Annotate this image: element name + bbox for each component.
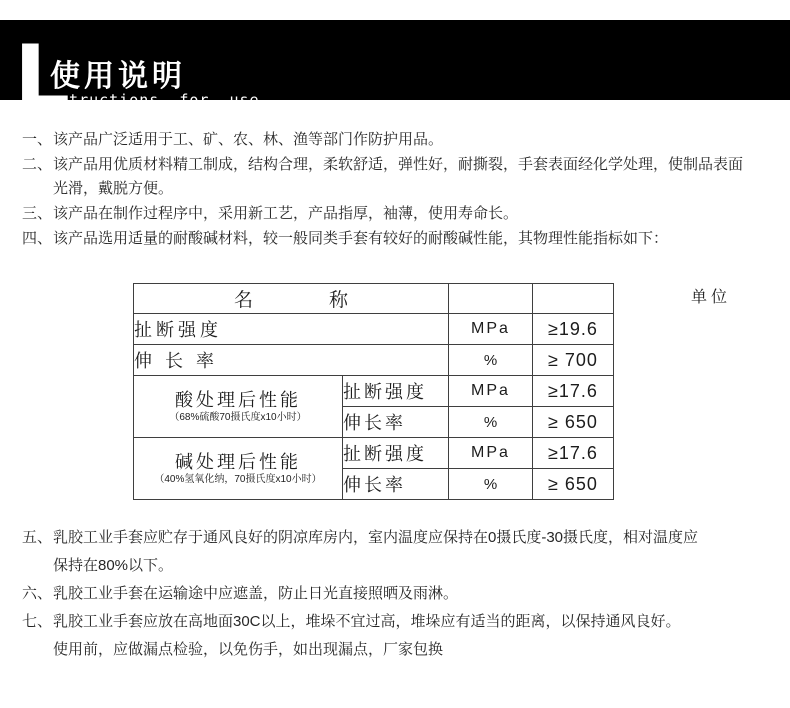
unit-cell: MPa — [449, 438, 533, 469]
value-cell: ≥17.6 — [533, 376, 614, 407]
item-number: 六、 — [22, 585, 53, 602]
item-number: 二、 — [22, 156, 53, 173]
unit-label: 单位 — [691, 289, 732, 306]
value-cell: ≥17.6 — [533, 438, 614, 469]
item-number: 四、 — [22, 230, 53, 247]
table-row — [134, 284, 614, 314]
value-cell: ≥ 650 — [533, 469, 614, 500]
item-text-line: 乳胶工业手套在运输途中应遮盖，防止日光直接照晒及雨淋。 — [53, 585, 459, 602]
group-condition: （40%氢氧化纳，70摄氏度x10小时） — [154, 474, 322, 485]
instructions-list-bottom — [22, 524, 782, 664]
value-cell: ≥ 700 — [533, 345, 614, 376]
sub-property-cell: 伸长率 — [343, 407, 449, 438]
unit-cell: % — [449, 469, 533, 500]
item-text-line: 乳胶工业手套应贮存于通风良好的阴凉库房内，室内温度应保持在0摄氏度-30摄氏度，相对温度应 — [53, 529, 699, 546]
instructions-list-top — [22, 120, 772, 252]
table-row — [134, 438, 614, 469]
group-condition: （68%硫酸70摄氏度x10小时） — [169, 412, 307, 423]
item-text-line: 光滑，戴脱方便。 — [53, 180, 174, 197]
table-name-header-cell — [134, 284, 449, 314]
list-item-2 — [22, 153, 772, 201]
item-number: 三、 — [22, 205, 53, 222]
group-name: 碱处理后性能 — [175, 452, 301, 472]
list-item-5 — [22, 524, 782, 580]
unit-cell: MPa — [449, 314, 533, 345]
item-text-line: 乳胶工业手套应放在高地面30C以上，堆垛不宜过高，堆垛应有适当的距离，以保持通风良好。 — [53, 613, 681, 630]
table-row — [134, 314, 614, 345]
sub-property-cell: 伸长率 — [343, 469, 449, 500]
sub-property-cell: 扯断强度 — [343, 438, 449, 469]
value-cell: ≥19.6 — [533, 314, 614, 345]
name-header-right: 称 — [329, 290, 349, 311]
list-item-7 — [22, 608, 782, 664]
item-text-line: 该产品选用适量的耐酸碱材料，较一般同类手套有较好的耐酸碱性能，其物理性能指标如下： — [53, 230, 669, 247]
property-name-cell: 扯断强度 — [134, 314, 449, 345]
big-letter-l: L — [14, 26, 71, 129]
sub-property-cell: 扯断强度 — [343, 376, 449, 407]
property-name-cell: 伸 长 率 — [134, 345, 449, 376]
value-header-cell — [533, 284, 614, 314]
unit-cell: MPa — [449, 376, 533, 407]
unit-cell: % — [449, 345, 533, 376]
name-header-left: 名 — [233, 290, 253, 311]
item-text-line: 该产品广泛适用于工、矿、农、林、渔等部门作防护用品。 — [53, 131, 444, 148]
unit-cell: % — [449, 407, 533, 438]
group-name-cell — [134, 438, 343, 500]
item-text-line: 保持在80%以下。 — [53, 557, 174, 574]
list-item-1 — [22, 128, 772, 152]
page-title-cn: 使用说明 — [50, 60, 186, 93]
item-text-line: 该产品用优质材料精工制成，结构合理，柔软舒适，弹性好，耐撕裂，手套表面经化学处理，使制品表面 — [53, 156, 744, 173]
item-text-line: 该产品在制作过程序中，采用新工艺，产品指厚，袖薄，使用寿命长。 — [53, 205, 519, 222]
value-cell: ≥ 650 — [533, 407, 614, 438]
item-number: 七、 — [22, 613, 53, 630]
item-text-line: 使用前，应做漏点检验，以免伤手，如出现漏点，厂家包换 — [53, 641, 444, 658]
page-title-en: nstructions for use — [49, 91, 260, 109]
group-name: 酸处理后性能 — [175, 390, 301, 410]
header-bar — [0, 20, 790, 129]
unit-header-cell — [449, 284, 533, 314]
item-number: 五、 — [22, 529, 53, 546]
list-item-6 — [22, 580, 782, 608]
list-item-3 — [22, 202, 772, 226]
table-row — [134, 376, 614, 407]
properties-table — [133, 283, 614, 500]
group-name-cell — [134, 376, 343, 438]
table-row — [134, 345, 614, 376]
list-item-4 — [22, 227, 772, 251]
item-number: 一、 — [22, 131, 53, 148]
